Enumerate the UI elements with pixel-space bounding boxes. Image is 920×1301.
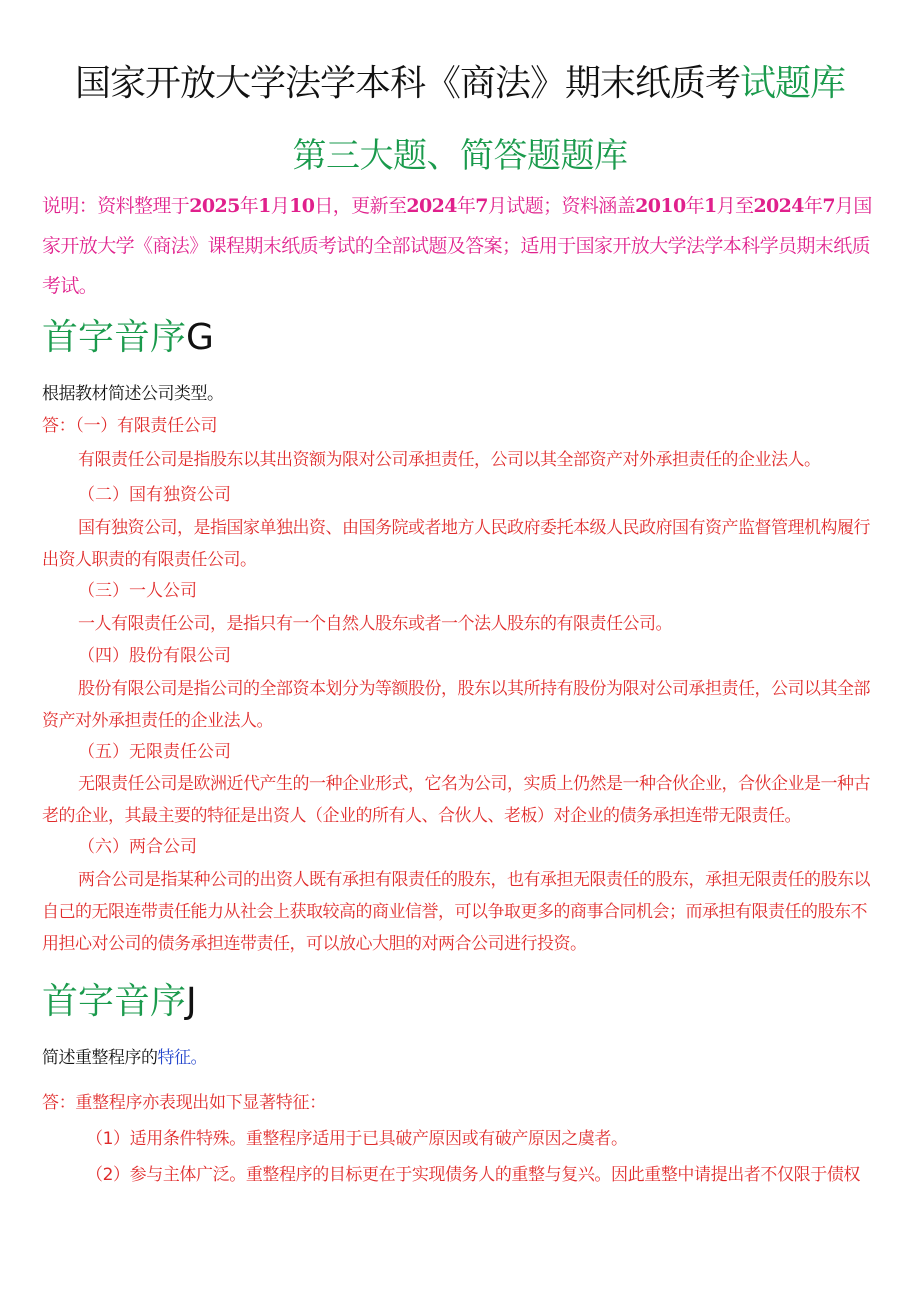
answer-1-item-6-head: （六）两合公司 xyxy=(78,837,197,857)
answer-1-heading: 答：（一）有限责任公司 xyxy=(42,416,218,436)
answer-1-item-2-head: （二）国有独资公司 xyxy=(78,485,231,505)
document-subtitle: 第三大题、简答题题库 xyxy=(292,136,628,176)
answer-1-item-4-body: 股份有限公司是指公司的全部资本划分为等额股份，股东以其所持有股份为限对公司承担责任，公司以其全部资产对外承担责任的企业法人。 xyxy=(42,679,870,731)
document-title xyxy=(0,58,920,110)
section-heading-j: 首字音序J xyxy=(42,981,197,1022)
answer-1-item-6-body: 两合公司是指某种公司的出资人既有承担有限责任的股东，也有承担无限责任的股东，承担无限责任的股东以自己的无限连带责任能力从社会上获取较高的商业信誉，可以争取更多的商事合同机会；而承担有限责任的股东不用担心对公司的债务承担连带责任，可以放心大胆的对两合公司进行投资。 xyxy=(42,870,870,954)
title-main: 国家开放大学法学本科《商法》期末纸质考 xyxy=(74,63,740,104)
answer-1-item-4-head: （四）股份有限公司 xyxy=(78,646,231,666)
answer-1-item-3-body: 一人有限责任公司，是指只有一个自然人股东或者一个法人股东的有限责任公司。 xyxy=(78,614,672,634)
description-note: 说明：资料整理于2025年1月10日，更新至2024年7月试题；资料涵盖2010年1月至2024年7月国家开放大学《商法》课程期末纸质考试的全部试题及答案；适用于国家开放大学法学本科学员期末纸质考试。 xyxy=(42,195,872,297)
answer-2-heading: 答：重整程序亦表现出如下显著特征： xyxy=(42,1093,326,1113)
answer-2-item-2: （2）参与主体广泛。重整程序的目标更在于实现债务人的重整与复兴。因此重整中请提出者不仅限于债权 xyxy=(86,1165,861,1185)
question-1: 根据教材简述公司类型。 xyxy=(42,384,224,404)
answer-2-item-1: （1）适用条件特殊。重整程序适用于已具破产原因或有破产原因之虞者。 xyxy=(86,1129,628,1149)
title-highlight: 试题库 xyxy=(740,63,846,104)
question-2: 简述重整程序的特征。 xyxy=(42,1048,207,1068)
answer-1-item-3-head: （三）一人公司 xyxy=(78,581,197,601)
answer-1-item-1-body: 有限责任公司是指股东以其出资额为限对公司承担责任，公司以其全部资产对外承担责任的企业法人。 xyxy=(78,450,821,470)
answer-1-item-2-body: 国有独资公司，是指国家单独出资、由国务院或者地方人民政府委托本级人民政府国有资产监督管理机构履行出资人职责的有限责任公司。 xyxy=(42,518,870,570)
section-heading-g: 首字音序G xyxy=(42,317,214,358)
answer-1-item-5-body: 无限责任公司是欧洲近代产生的一种企业形式，它名为公司，实质上仍然是一种合伙企业，合伙企业是一种古老的企业，其最主要的特征是出资人（企业的所有人、合伙人、老板）对企业的债务承担连带无限责任。 xyxy=(42,774,870,826)
answer-1-item-5-head: （五）无限责任公司 xyxy=(78,742,231,762)
